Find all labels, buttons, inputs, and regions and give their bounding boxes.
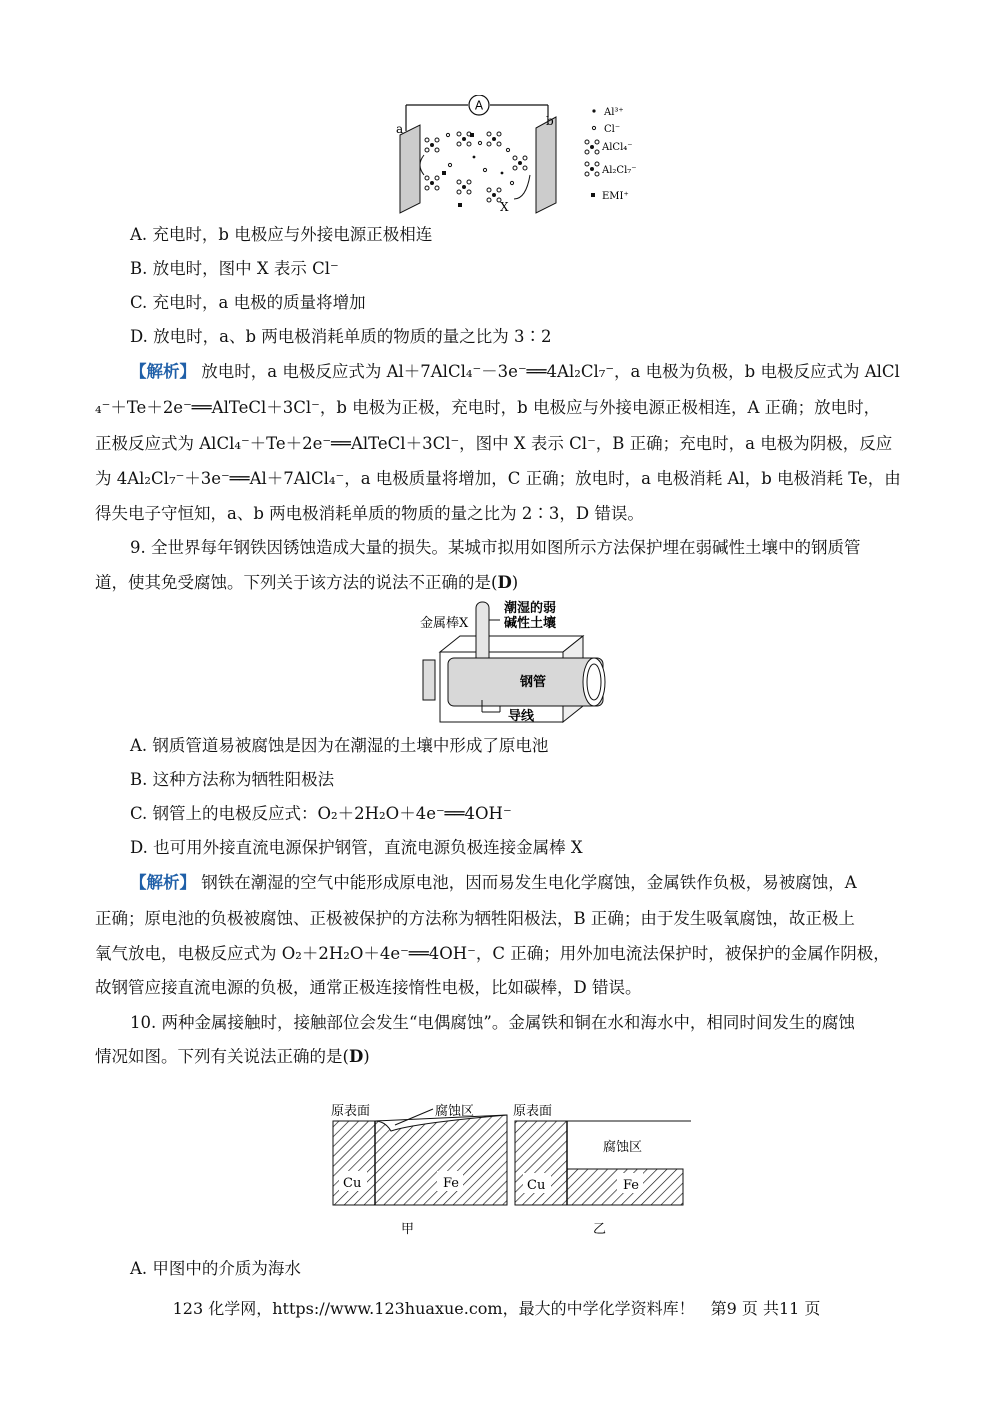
q8-option-b: B. 放电时，图中 X 表示 Cl⁻ [130, 259, 339, 278]
q8-analysis-line-2: ₄⁻＋Te＋2e⁻══AlTeCl＋3Cl⁻，b 电极为正极，充电时，b 电极应与外接电源正极相连，A 正确；放电时， [95, 398, 881, 417]
q10-answer: D [348, 1047, 364, 1066]
q10-stem-line-2: 情况如图。下列有关说法正确的是(D) [95, 1047, 370, 1066]
legend-cl: Cl⁻ [604, 124, 621, 135]
pipe-label: 钢管 [520, 675, 547, 690]
q9-analysis-tag: 【解析】 [130, 873, 196, 892]
q9-option-d: D. 也可用外接直流电源保护钢管，直流电源负极连接金属棒 X [130, 838, 583, 857]
q10-option-a: A. 甲图中的介质为海水 [130, 1259, 301, 1278]
soil-label-1: 潮湿的弱 [504, 601, 557, 616]
electrode-b-label: b [546, 114, 554, 128]
q9-analysis-line-4: 故钢管应接直流电源的负极，通常正极连接惰性电极，比如碳棒，D 错误。 [95, 978, 642, 997]
battery-diagram [390, 95, 650, 215]
q8-analysis-line-4: 为 4Al₂Cl₇⁻＋3e⁻══Al＋7AlCl₄⁻，a 电极质量将增加，C 正确；放电时，a 电极消耗 Al，b 电极消耗 Te，由 [95, 469, 901, 488]
q9-analysis-line-3: 氧气放电，电极反应式为 O₂＋2H₂O＋4e⁻══4OH⁻，C 正确；用外加电流法保护时，被保护的金属作阴极， [95, 944, 890, 963]
yi-fe-label: Fe [623, 1178, 640, 1193]
q8-analysis-line-1: 【解析】 放电时，a 电极反应式为 Al＋7AlCl₄⁻－3e⁻══4Al₂Cl₇⁻，a 电极为负极，b 电极反应式为 AlCl [130, 362, 900, 381]
jia-caption: 甲 [401, 1222, 415, 1237]
q8-analysis-line-3: 正极反应式为 AlCl₄⁻＋Te＋2e⁻══AlTeCl＋3Cl⁻，图中 X 表示 Cl⁻，B 正确；充电时，a 电极为阴极，反应 [95, 434, 893, 453]
rod-label: 金属棒X [420, 616, 469, 631]
q9-stem-line-1: 9. 全世界每年钢铁因锈蚀造成大量的损失。某城市拟用如图所示方法保护埋在弱碱性土壤中的钢质管 [130, 538, 861, 557]
q8-option-d: D. 放电时，a、b 两电极消耗单质的物质的量之比为 3∶2 [130, 327, 552, 346]
q9-option-b: B. 这种方法称为牺牲阳极法 [130, 770, 335, 789]
legend-al3: Al³⁺ [604, 107, 624, 118]
yi-surface-label: 原表面 [513, 1104, 553, 1119]
electrode-a-label: a [396, 122, 404, 136]
soil-label-2: 碱性土壤 [504, 616, 557, 631]
legend-alcl4: AlCl₄⁻ [602, 142, 633, 153]
jia-cu-label: Cu [343, 1176, 362, 1191]
q9-option-c: C. 钢管上的电极反应式：O₂＋2H₂O＋4e⁻══4OH⁻ [130, 804, 512, 823]
yi-zone-label: 腐蚀区 [603, 1140, 643, 1155]
q9-stem-line-2: 道，使其免受腐蚀。下列关于该方法的说法不正确的是(D) [95, 573, 519, 592]
yi-cu-label: Cu [527, 1178, 546, 1193]
jia-zone-label: 腐蚀区 [435, 1104, 475, 1119]
q9-answer: D [497, 573, 512, 592]
jia-fe-label: Fe [443, 1176, 460, 1191]
q8-analysis-tag: 【解析】 [130, 362, 196, 381]
wire-label: 导线 [508, 709, 535, 724]
q9-analysis-line-2: 正确；原电池的负极被腐蚀、正极被保护的方法称为牺牲阳极法，B 正确；由于发生吸氧腐蚀，故正极上 [95, 909, 855, 928]
page-footer: 123 化学网，https://www.123huaxue.com，最大的中学化学资料库！ 第9 页 共11 页 [172, 1299, 821, 1318]
q8-option-c: C. 充电时，a 电极的质量将增加 [130, 293, 366, 312]
q9-analysis-line-1: 【解析】 钢铁在潮湿的空气中能形成原电池，因而易发生电化学腐蚀，金属铁作负极，易被腐蚀，A [130, 873, 857, 892]
x-label: X [500, 200, 509, 214]
ammeter-label: A [474, 98, 484, 113]
corrosion-diagram [325, 1085, 705, 1245]
legend-emi: EMI⁺ [602, 191, 629, 202]
q10-stem-line-1: 10. 两种金属接触时，接触部位会发生“电偶腐蚀”。金属铁和铜在水和海水中，相同时间发生的腐蚀 [130, 1013, 855, 1032]
jia-surface-label: 原表面 [331, 1104, 371, 1119]
q9-option-a: A. 钢质管道易被腐蚀是因为在潮湿的土壤中形成了原电池 [130, 736, 549, 755]
legend-al2cl7: Al₂Cl₇⁻ [602, 165, 637, 176]
q8-analysis-line-5: 得失电子守恒知，a、b 两电极消耗单质的物质的量之比为 2∶3，D 错误。 [95, 504, 644, 523]
pipe-diagram [418, 600, 618, 730]
q8-option-a: A. 充电时，b 电极应与外接电源正极相连 [130, 225, 433, 244]
yi-caption: 乙 [593, 1222, 607, 1237]
